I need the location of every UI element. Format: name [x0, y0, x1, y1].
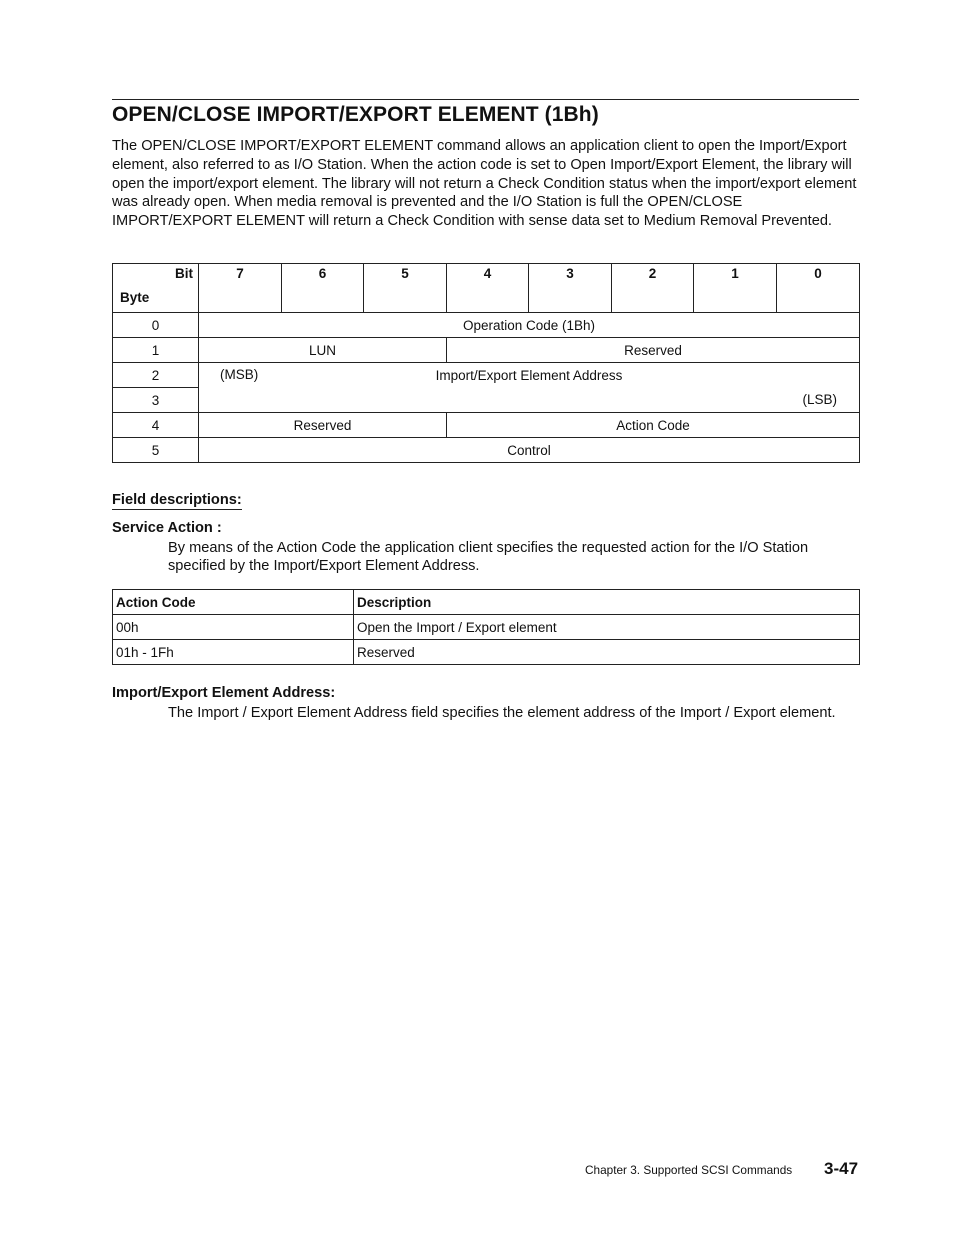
control-field: Control [199, 438, 860, 463]
lsb-marker: (LSB) [802, 391, 837, 407]
byte-number: 5 [113, 438, 199, 463]
intro-paragraph: The OPEN/CLOSE IMPORT/EXPORT ELEMENT command allows an application client to open the Import/Export element, also referred to as I/O Station. When the action code is set to Open Import/Export Element, the library will open the import/export element. The library will not return a Check Condition status when the import/export element was already open. When media removal is prevented and the I/O Station is full the OPEN/CLOSE IMPORT/EXPORT ELEMENT will return a Check Condition with sense data set to Medium Removal Prevented. [112, 138, 857, 230]
description-cell: Open the Import / Export element [354, 615, 860, 640]
page-number: 3-47 [824, 1159, 859, 1178]
cdb-row [113, 438, 860, 463]
column-header: Action Code [113, 590, 354, 615]
element-address-label: Import/Export Element Address [435, 367, 623, 383]
byte-number: 2 [113, 363, 199, 388]
cdb-row [113, 363, 860, 388]
section-title: OPEN/CLOSE IMPORT/EXPORT ELEMENT (1Bh) [112, 103, 599, 126]
cdb-row [113, 388, 860, 413]
element-address-description: The Import / Export Element Address field specifies the element address of the Import / Export element. [168, 705, 836, 721]
bit-header: 6 [282, 264, 364, 313]
byte-number: 3 [113, 388, 199, 413]
description-cell: Reserved [354, 640, 860, 665]
bit-header: 1 [694, 264, 777, 313]
service-action-description: By means of the Action Code the application client specifies the requested action for the I/O Station specified by the Import/Export Element Address. [168, 540, 809, 575]
msb-marker: (MSB) [220, 367, 259, 382]
heading-rule [112, 99, 859, 100]
reserved-field: Reserved [447, 338, 860, 363]
operation-code-field: Operation Code (1Bh) [199, 313, 860, 338]
field-descriptions-heading: Field descriptions: [112, 492, 242, 508]
byte-number: 4 [113, 413, 199, 438]
bit-label: Bit [175, 266, 193, 281]
action-code-cell: 00h [113, 615, 354, 640]
reserved-field: Reserved [199, 413, 447, 438]
cdb-row [113, 313, 860, 338]
bit-header: 5 [364, 264, 447, 313]
table-row [113, 640, 860, 665]
table-row [113, 615, 860, 640]
cdb-row [113, 338, 860, 363]
column-header: Description [354, 590, 860, 615]
bit-header: 7 [199, 264, 282, 313]
action-code-table [112, 589, 860, 665]
element-address-term: Import/Export Element Address: [112, 685, 336, 701]
action-code-field: Action Code [447, 413, 860, 438]
byte-number: 1 [113, 338, 199, 363]
service-action-term: Service Action : [112, 520, 222, 536]
action-table-header [113, 590, 860, 615]
bit-header: 3 [529, 264, 612, 313]
byte-label: Byte [120, 290, 150, 305]
footer-chapter: Chapter 3. Supported SCSI Commands [585, 1163, 793, 1177]
cdb-header-row [113, 264, 860, 313]
cdb-row [113, 413, 860, 438]
cdb-table [112, 263, 860, 463]
element-address-continued [199, 388, 860, 413]
bit-header: 2 [612, 264, 694, 313]
bit-header: 4 [447, 264, 529, 313]
element-address-field [199, 363, 860, 388]
byte-number: 0 [113, 313, 199, 338]
lun-field: LUN [199, 338, 447, 363]
action-code-cell: 01h - 1Fh [113, 640, 354, 665]
bit-byte-corner [113, 264, 199, 313]
bit-header: 0 [777, 264, 860, 313]
